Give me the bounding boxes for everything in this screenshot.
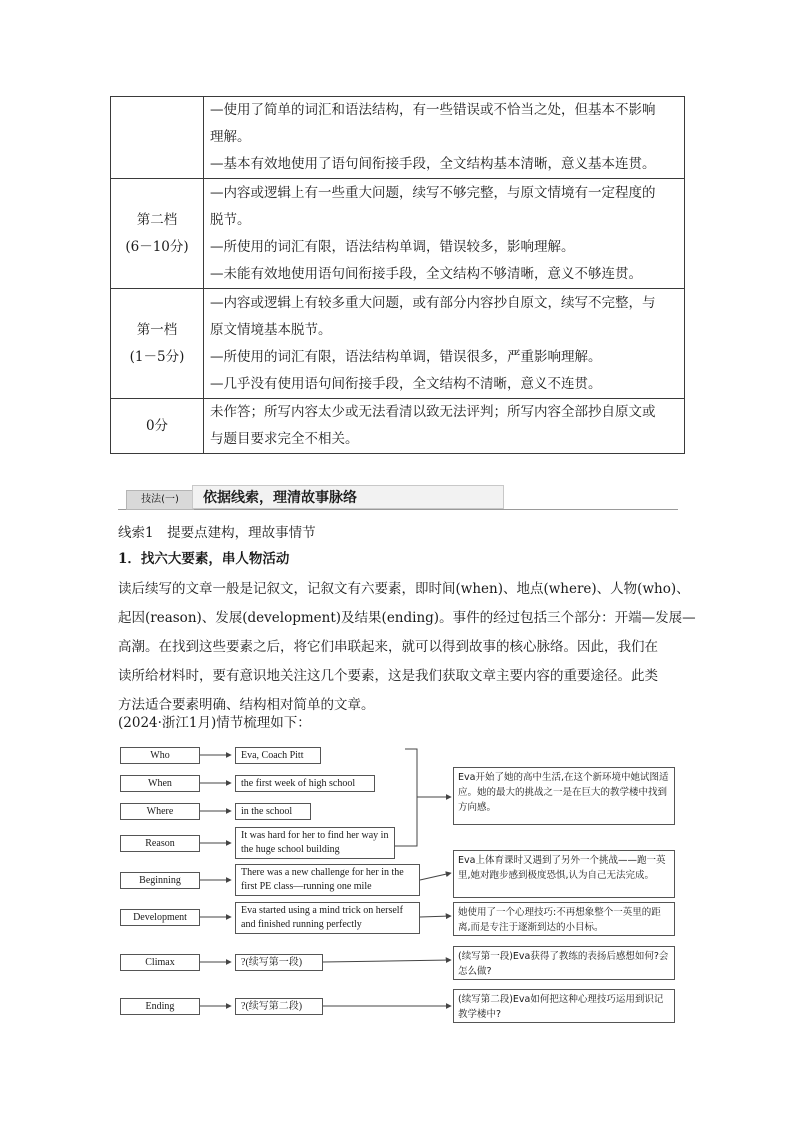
summary-setting: Eva开始了她的高中生活,在这个新环境中她试图适应。她的最大的挑战之一是在巨大的教学楼中找到方向感。 (453, 767, 675, 825)
group-bracket (395, 749, 417, 846)
rubric-line: —所使用的词汇有限，语法结构单调，错误较多，影响理解。 (210, 238, 575, 255)
rubric-line: 未作答；所写内容太少或无法看清以致无法评判；所写内容全部抄自原文或 (210, 404, 656, 420)
rubric-description-cell (204, 289, 685, 399)
element-label-reason: Reason (120, 835, 200, 852)
rubric-line: —基本有效地使用了语句间衔接手段，全文结构基本清晰，意义基本连贯。 (210, 156, 656, 172)
plot-diagram (115, 742, 680, 1032)
summary-ending: (续写第二段)Eva如何把这种心理技巧运用到识记教学楼中? (453, 989, 675, 1023)
summary-climax: (续写第一段)Eva获得了教练的表扬后感想如何?会怎么做? (453, 946, 675, 980)
clue-title: 线索1 提要点建构，理故事情节 (118, 525, 316, 541)
element-value-where: in the school (235, 803, 311, 820)
rubric-line: 原文情境基本脱节。 (210, 321, 332, 338)
element-label-beginning: Beginning (120, 872, 200, 889)
element-value-who: Eva, Coach Pitt (235, 747, 321, 764)
arrow-connector (420, 873, 451, 880)
element-value-ending: ?(续写第二段) (235, 998, 323, 1015)
rubric-line: —内容或逻辑上有一些重大问题，续写不够完整，与原文情境有一定程度的 (210, 184, 656, 201)
arrow-connector (323, 960, 451, 962)
element-label-ending: Ending (120, 998, 200, 1015)
rubric-line: 理解。 (210, 129, 251, 145)
rubric-level-name: 第二档 (136, 211, 178, 228)
summary-beginning: Eva上体育课时又遇到了另外一个挑战——跑一英里,她对跑步感到极度恐惧,认为自己无法完成。 (453, 850, 675, 898)
rubric-level-cell (111, 97, 204, 179)
element-label-who: Who (120, 747, 200, 764)
rubric-level-range: (6－10分) (125, 238, 189, 255)
rubric-row (111, 399, 685, 454)
section-banner (118, 484, 678, 510)
element-label-development: Development (120, 909, 200, 926)
rubric-line: —内容或逻辑上有较多重大问题，或有部分内容抄自原文，续写不完整，与 (210, 294, 656, 311)
subheading: 1．找六大要素，串人物活动 (118, 551, 290, 567)
element-value-reason: It was hard for her to find her way in the huge school building (235, 827, 395, 859)
rubric-line: —使用了简单的词汇和语法结构，有一些错误或不恰当之处，但基本不影响 (210, 102, 656, 118)
body-paragraph (118, 575, 696, 720)
rubric-description-cell (204, 179, 685, 289)
rubric-level-range: (1－5分) (129, 348, 185, 365)
paragraph-line: 方法适合要素明确、结构相对简单的文章。 (118, 697, 375, 713)
diagram-caption: (2024·浙江1月)情节梳理如下： (118, 715, 311, 731)
element-value-beginning: There was a new challenge for her in the first PE class—running one mile (235, 864, 420, 896)
element-label-when: When (120, 775, 200, 792)
rubric-level-name: 第一档 (136, 321, 178, 338)
rubric-description-cell (204, 399, 685, 454)
paragraph-line: 高潮。在找到这些要素之后，将它们串联起来，就可以得到故事的核心脉络。因此，我们在 (118, 639, 658, 655)
rubric-row (111, 179, 685, 289)
rubric-line: 脱节。 (210, 211, 251, 228)
rubric-line: 与题目要求完全不相关。 (210, 431, 359, 447)
scoring-rubric-table (110, 96, 685, 454)
banner-divider (118, 509, 678, 510)
rubric-level-cell (111, 399, 204, 454)
rubric-level-name: 0分 (145, 417, 169, 434)
paragraph-line: 起因(reason)、发展(development)及结果(ending)。事件的经过包括三个部分：开端—发展— (118, 610, 696, 626)
element-value-development: Eva started using a mind trick on herself and finished running perfectly (235, 902, 420, 934)
section-tag: 技法(一) (126, 490, 194, 510)
paragraph-line: 读所给材料时，要有意识地关注这几个要素，这是我们获取文章主要内容的重要途径。此类 (118, 668, 658, 684)
rubric-description-cell (204, 97, 685, 179)
rubric-row (111, 97, 685, 179)
section-title: 依据线索，理清故事脉络 (192, 485, 504, 509)
arrow-connector (420, 916, 451, 917)
element-label-where: Where (120, 803, 200, 820)
paragraph-line: 读后续写的文章一般是记叙文，记叙文有六要素，即时间(when)、地点(where)、人物(who)、 (118, 581, 690, 597)
rubric-row (111, 289, 685, 399)
rubric-level-cell (111, 289, 204, 399)
element-value-when: the first week of high school (235, 775, 375, 792)
summary-development: 她使用了一个心理技巧:不再想象整个一英里的距离,而是专注于逐渐到达的小目标。 (453, 902, 675, 936)
element-value-climax: ?(续写第一段) (235, 954, 323, 971)
element-label-climax: Climax (120, 954, 200, 971)
rubric-line: —几乎没有使用语句间衔接手段，全文结构不清晰，意义不连贯。 (210, 375, 602, 392)
rubric-line: —所使用的词汇有限，语法结构单调，错误很多，严重影响理解。 (210, 348, 602, 365)
rubric-line: —未能有效地使用语句间衔接手段，全文结构不够清晰，意义不够连贯。 (210, 265, 642, 282)
rubric-level-cell (111, 179, 204, 289)
